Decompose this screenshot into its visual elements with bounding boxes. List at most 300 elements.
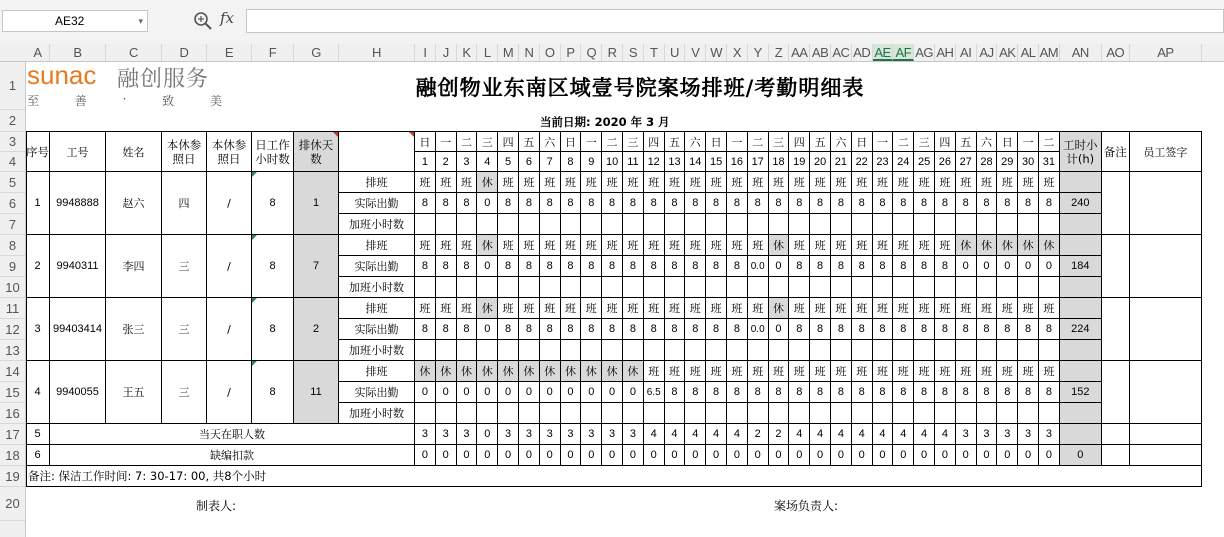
attendance-cell[interactable]: 0 <box>956 256 977 277</box>
overtime-cell[interactable] <box>748 277 769 298</box>
total-hours-blank[interactable] <box>1060 277 1102 298</box>
attendance-cell[interactable]: 8 <box>748 193 769 214</box>
column-header-ac[interactable]: AC <box>831 44 852 61</box>
attendance-cell[interactable]: 0.0 <box>748 319 769 340</box>
overtime-cell[interactable] <box>956 403 977 424</box>
row-header-11[interactable]: 11 <box>0 298 25 319</box>
schedule-cell[interactable]: 休 <box>1039 235 1060 256</box>
attendance-cell[interactable]: 8 <box>685 319 706 340</box>
column-header-al[interactable]: AL <box>1018 44 1039 61</box>
column-header-j[interactable]: J <box>436 44 457 61</box>
attendance-cell[interactable]: 0 <box>436 382 457 403</box>
attendance-cell[interactable]: 8 <box>893 319 914 340</box>
attendance-cell[interactable]: 0 <box>415 382 436 403</box>
schedule-cell[interactable]: 班 <box>789 361 810 382</box>
day-number-cell[interactable]: 27 <box>956 152 977 172</box>
attendance-cell[interactable]: 8 <box>665 319 686 340</box>
row-header-20[interactable]: 20 <box>0 487 25 521</box>
day-number-cell[interactable]: 6 <box>519 152 540 172</box>
overtime-cell[interactable] <box>623 403 644 424</box>
overtime-cell[interactable] <box>1018 214 1039 235</box>
summary-value-cell[interactable]: 3 <box>1039 424 1060 445</box>
overtime-cell[interactable] <box>519 214 540 235</box>
column-header-d[interactable]: D <box>162 44 207 61</box>
column-header-an[interactable]: AN <box>1060 44 1102 61</box>
schedule-cell[interactable]: 班 <box>810 298 831 319</box>
schedule-cell[interactable]: 班 <box>748 235 769 256</box>
attendance-cell[interactable]: 8 <box>893 256 914 277</box>
employee-id[interactable]: 9940311 <box>50 235 106 298</box>
summary-value-cell[interactable]: 0 <box>581 445 602 466</box>
schedule-cell[interactable]: 班 <box>935 235 956 256</box>
day-number-cell[interactable]: 7 <box>540 152 561 172</box>
schedule-cell[interactable]: 休 <box>477 235 498 256</box>
summary-value-cell[interactable]: 0 <box>706 445 727 466</box>
overtime-cell[interactable] <box>561 214 582 235</box>
employee-name[interactable]: 李四 <box>106 235 162 298</box>
row-header-2[interactable]: 2 <box>0 110 25 132</box>
row-type-label[interactable]: 加班小时数 <box>339 340 415 361</box>
overtime-cell[interactable] <box>977 214 998 235</box>
summary-value-cell[interactable]: 0 <box>457 445 478 466</box>
schedule-cell[interactable]: 休 <box>769 298 790 319</box>
attendance-cell[interactable]: 8 <box>914 256 935 277</box>
attendance-cell[interactable]: 8 <box>789 319 810 340</box>
schedule-cell[interactable]: 班 <box>873 172 894 193</box>
overtime-cell[interactable] <box>498 214 519 235</box>
overtime-cell[interactable] <box>914 340 935 361</box>
schedule-cell[interactable]: 班 <box>789 172 810 193</box>
comment-marker[interactable] <box>333 132 338 137</box>
summary-total-cell[interactable]: 0 <box>1060 445 1102 466</box>
header-name[interactable]: 姓名 <box>106 132 162 172</box>
column-header-aa[interactable]: AA <box>789 44 810 61</box>
overtime-cell[interactable] <box>415 340 436 361</box>
attendance-cell[interactable]: 8 <box>810 193 831 214</box>
header-rest-days[interactable]: 排休天数 <box>294 132 339 172</box>
row-type-label[interactable]: 实际出勤 <box>339 256 415 277</box>
overtime-cell[interactable] <box>1039 403 1060 424</box>
weekday-cell[interactable]: 二 <box>602 132 623 152</box>
schedule-cell[interactable]: 班 <box>519 172 540 193</box>
schedule-cell[interactable]: 班 <box>935 298 956 319</box>
attendance-cell[interactable]: 8 <box>789 382 810 403</box>
summary-value-cell[interactable]: 2 <box>769 424 790 445</box>
schedule-cell[interactable]: 班 <box>769 172 790 193</box>
header-remark[interactable]: 备注 <box>1102 132 1130 172</box>
overtime-cell[interactable] <box>935 214 956 235</box>
overtime-cell[interactable] <box>540 277 561 298</box>
day-number-cell[interactable]: 14 <box>685 152 706 172</box>
summary-value-cell[interactable]: 0 <box>415 445 436 466</box>
column-header-x[interactable]: X <box>727 44 748 61</box>
overtime-cell[interactable] <box>789 277 810 298</box>
attendance-cell[interactable]: 8 <box>977 382 998 403</box>
day-number-cell[interactable]: 1 <box>415 152 436 172</box>
attendance-cell[interactable]: 8 <box>914 319 935 340</box>
attendance-cell[interactable]: 8 <box>935 382 956 403</box>
schedule-cell[interactable]: 班 <box>1039 361 1060 382</box>
row-type-label[interactable]: 实际出勤 <box>339 382 415 403</box>
header-rest-day[interactable]: 本休参照日 <box>162 132 207 172</box>
schedule-cell[interactable]: 班 <box>415 235 436 256</box>
overtime-cell[interactable] <box>893 277 914 298</box>
row-header-6[interactable]: 6 <box>0 193 25 214</box>
summary-value-cell[interactable]: 0 <box>519 445 540 466</box>
row-type-label[interactable]: 排班 <box>339 235 415 256</box>
schedule-cell[interactable]: 班 <box>706 298 727 319</box>
attendance-cell[interactable]: 0 <box>1039 256 1060 277</box>
remark-cell[interactable] <box>1102 298 1130 361</box>
day-number-cell[interactable]: 9 <box>581 152 602 172</box>
employee-rest-day-2[interactable]: / <box>207 361 252 424</box>
schedule-cell[interactable]: 班 <box>498 172 519 193</box>
weekday-cell[interactable]: 日 <box>415 132 436 152</box>
day-number-cell[interactable]: 31 <box>1039 152 1060 172</box>
overtime-cell[interactable] <box>457 340 478 361</box>
column-header-g[interactable]: G <box>294 44 339 61</box>
schedule-cell[interactable]: 班 <box>581 235 602 256</box>
weekday-cell[interactable]: 四 <box>498 132 519 152</box>
summary-value-cell[interactable]: 3 <box>415 424 436 445</box>
column-header-b[interactable]: B <box>50 44 106 61</box>
attendance-cell[interactable]: 8 <box>956 193 977 214</box>
attendance-cell[interactable]: 0.0 <box>748 256 769 277</box>
weekday-cell[interactable]: 二 <box>893 132 914 152</box>
day-number-cell[interactable]: 4 <box>477 152 498 172</box>
row-type-label[interactable]: 加班小时数 <box>339 277 415 298</box>
overtime-cell[interactable] <box>1018 277 1039 298</box>
attendance-cell[interactable]: 0 <box>498 382 519 403</box>
schedule-cell[interactable]: 班 <box>810 361 831 382</box>
summary-value-cell[interactable]: 0 <box>914 445 935 466</box>
attendance-cell[interactable]: 8 <box>893 382 914 403</box>
schedule-cell[interactable]: 班 <box>810 172 831 193</box>
column-header-ag[interactable]: AG <box>915 45 933 60</box>
schedule-cell[interactable]: 班 <box>873 361 894 382</box>
schedule-cell[interactable]: 休 <box>457 361 478 382</box>
column-header-v[interactable]: V <box>685 44 706 61</box>
attendance-cell[interactable]: 8 <box>498 319 519 340</box>
overtime-cell[interactable] <box>852 277 873 298</box>
signature-cell[interactable] <box>1130 298 1202 361</box>
schedule-cell[interactable]: 休 <box>436 361 457 382</box>
attendance-cell[interactable]: 8 <box>727 319 748 340</box>
schedule-cell[interactable]: 休 <box>498 361 519 382</box>
weekday-cell[interactable]: 二 <box>748 132 769 152</box>
overtime-cell[interactable] <box>1039 214 1060 235</box>
day-number-cell[interactable]: 29 <box>997 152 1018 172</box>
column-header-y[interactable]: Y <box>748 44 769 61</box>
schedule-cell[interactable]: 班 <box>706 361 727 382</box>
attendance-cell[interactable]: 0 <box>477 193 498 214</box>
column-header-m[interactable]: M <box>498 44 519 61</box>
schedule-cell[interactable]: 班 <box>644 298 665 319</box>
summary-value-cell[interactable]: 4 <box>852 424 873 445</box>
overtime-cell[interactable] <box>415 214 436 235</box>
employee-rest-day-2[interactable]: / <box>207 172 252 235</box>
overtime-cell[interactable] <box>831 277 852 298</box>
overtime-cell[interactable] <box>852 403 873 424</box>
attendance-cell[interactable]: 8 <box>561 193 582 214</box>
schedule-cell[interactable]: 班 <box>1039 298 1060 319</box>
summary-value-cell[interactable]: 4 <box>789 424 810 445</box>
attendance-cell[interactable]: 8 <box>769 382 790 403</box>
overtime-cell[interactable] <box>457 403 478 424</box>
summary-value-cell[interactable]: 0 <box>1039 445 1060 466</box>
schedule-cell[interactable]: 班 <box>602 235 623 256</box>
summary-value-cell[interactable]: 0 <box>436 445 457 466</box>
overtime-cell[interactable] <box>831 340 852 361</box>
overtime-cell[interactable] <box>748 214 769 235</box>
employee-rest-day[interactable]: 四 <box>162 172 207 235</box>
overtime-cell[interactable] <box>852 340 873 361</box>
overtime-cell[interactable] <box>706 403 727 424</box>
summary-value-cell[interactable]: 3 <box>997 424 1018 445</box>
weekday-cell[interactable]: 一 <box>873 132 894 152</box>
attendance-cell[interactable]: 8 <box>789 193 810 214</box>
overtime-cell[interactable] <box>852 214 873 235</box>
attendance-cell[interactable]: 8 <box>1018 319 1039 340</box>
schedule-cell[interactable]: 班 <box>436 235 457 256</box>
overtime-cell[interactable] <box>436 340 457 361</box>
column-header-u[interactable]: U <box>665 44 686 61</box>
schedule-cell[interactable]: 班 <box>914 298 935 319</box>
summary-value-cell[interactable]: 4 <box>893 424 914 445</box>
schedule-cell[interactable]: 班 <box>644 172 665 193</box>
overtime-cell[interactable] <box>956 277 977 298</box>
attendance-cell[interactable]: 8 <box>831 256 852 277</box>
attendance-cell[interactable]: 8 <box>956 319 977 340</box>
overtime-cell[interactable] <box>665 340 686 361</box>
schedule-cell[interactable]: 班 <box>561 235 582 256</box>
remark-cell[interactable] <box>1102 235 1130 298</box>
attendance-cell[interactable]: 8 <box>789 256 810 277</box>
schedule-cell[interactable]: 班 <box>789 298 810 319</box>
attendance-cell[interactable]: 8 <box>623 319 644 340</box>
overtime-cell[interactable] <box>457 214 478 235</box>
row-type-label[interactable]: 排班 <box>339 298 415 319</box>
summary-sign-cell[interactable] <box>1130 424 1202 445</box>
overtime-cell[interactable] <box>789 340 810 361</box>
attendance-cell[interactable]: 8 <box>457 256 478 277</box>
attendance-cell[interactable]: 8 <box>623 256 644 277</box>
weekday-cell[interactable]: 六 <box>977 132 998 152</box>
schedule-cell[interactable]: 休 <box>477 298 498 319</box>
schedule-cell[interactable]: 班 <box>831 298 852 319</box>
overtime-cell[interactable] <box>685 214 706 235</box>
overtime-cell[interactable] <box>997 277 1018 298</box>
summary-value-cell[interactable]: 0 <box>831 445 852 466</box>
row-type-label[interactable]: 排班 <box>339 172 415 193</box>
schedule-cell[interactable]: 班 <box>685 298 706 319</box>
summary-value-cell[interactable]: 0 <box>665 445 686 466</box>
attendance-cell[interactable]: 8 <box>997 193 1018 214</box>
chevron-down-icon[interactable]: ▾ <box>138 16 143 26</box>
attendance-cell[interactable]: 0 <box>769 319 790 340</box>
summary-value-cell[interactable]: 4 <box>706 424 727 445</box>
employee-id[interactable]: 99403414 <box>50 298 106 361</box>
overtime-cell[interactable] <box>769 340 790 361</box>
summary-remark-cell[interactable] <box>1102 424 1130 445</box>
attendance-cell[interactable]: 8 <box>602 319 623 340</box>
schedule-cell[interactable]: 班 <box>831 361 852 382</box>
schedule-cell[interactable]: 休 <box>415 361 436 382</box>
signature-cell[interactable] <box>1130 172 1202 235</box>
overtime-cell[interactable] <box>644 277 665 298</box>
attendance-cell[interactable]: 8 <box>831 193 852 214</box>
attendance-cell[interactable]: 8 <box>665 382 686 403</box>
summary-value-cell[interactable]: 4 <box>831 424 852 445</box>
schedule-cell[interactable]: 班 <box>561 298 582 319</box>
summary-value-cell[interactable]: 0 <box>935 445 956 466</box>
summary-value-cell[interactable]: 4 <box>935 424 956 445</box>
overtime-cell[interactable] <box>665 403 686 424</box>
day-number-cell[interactable]: 24 <box>893 152 914 172</box>
attendance-cell[interactable]: 8 <box>519 256 540 277</box>
overtime-cell[interactable] <box>477 340 498 361</box>
summary-value-cell[interactable]: 0 <box>893 445 914 466</box>
overtime-cell[interactable] <box>977 277 998 298</box>
day-number-cell[interactable]: 30 <box>1018 152 1039 172</box>
overtime-cell[interactable] <box>477 214 498 235</box>
employee-rest-day-2[interactable]: / <box>207 298 252 361</box>
attendance-cell[interactable]: 8 <box>685 382 706 403</box>
overtime-cell[interactable] <box>685 403 706 424</box>
schedule-cell[interactable]: 班 <box>893 235 914 256</box>
total-hours-blank[interactable] <box>1060 361 1102 382</box>
attendance-cell[interactable]: 8 <box>519 319 540 340</box>
overtime-cell[interactable] <box>727 340 748 361</box>
overtime-cell[interactable] <box>893 340 914 361</box>
total-hours-blank[interactable] <box>1060 172 1102 193</box>
schedule-cell[interactable]: 休 <box>602 361 623 382</box>
attendance-cell[interactable]: 0 <box>602 382 623 403</box>
total-hours-cell[interactable]: 152 <box>1060 382 1102 403</box>
overtime-cell[interactable] <box>789 214 810 235</box>
overtime-cell[interactable] <box>956 340 977 361</box>
attendance-cell[interactable]: 0 <box>1018 256 1039 277</box>
schedule-cell[interactable]: 班 <box>977 172 998 193</box>
weekday-cell[interactable]: 三 <box>477 132 498 152</box>
overtime-cell[interactable] <box>997 340 1018 361</box>
schedule-cell[interactable]: 班 <box>602 298 623 319</box>
day-number-cell[interactable]: 2 <box>436 152 457 172</box>
schedule-cell[interactable]: 班 <box>665 361 686 382</box>
summary-value-cell[interactable]: 0 <box>977 445 998 466</box>
overtime-cell[interactable] <box>893 403 914 424</box>
attendance-cell[interactable]: 8 <box>561 256 582 277</box>
attendance-cell[interactable]: 8 <box>1039 382 1060 403</box>
summary-value-cell[interactable]: 4 <box>914 424 935 445</box>
employee-daily-hours[interactable]: 8 <box>252 361 294 424</box>
summary-value-cell[interactable]: 4 <box>665 424 686 445</box>
column-header-af[interactable]: AF <box>893 44 914 61</box>
overtime-cell[interactable] <box>997 403 1018 424</box>
schedule-cell[interactable]: 班 <box>540 235 561 256</box>
overtime-cell[interactable] <box>415 277 436 298</box>
attendance-cell[interactable]: 8 <box>977 193 998 214</box>
overtime-cell[interactable] <box>581 340 602 361</box>
attendance-cell[interactable]: 8 <box>581 319 602 340</box>
overtime-cell[interactable] <box>789 403 810 424</box>
column-header-ak[interactable]: AK <box>997 44 1018 61</box>
overtime-cell[interactable] <box>540 340 561 361</box>
weekday-cell[interactable]: 日 <box>997 132 1018 152</box>
schedule-cell[interactable]: 休 <box>540 361 561 382</box>
attendance-cell[interactable]: 8 <box>685 256 706 277</box>
comment-marker[interactable] <box>409 132 414 137</box>
attendance-cell[interactable]: 8 <box>977 319 998 340</box>
schedule-cell[interactable]: 班 <box>602 172 623 193</box>
schedule-cell[interactable]: 班 <box>415 298 436 319</box>
column-header-r[interactable]: R <box>602 44 623 61</box>
schedule-cell[interactable]: 班 <box>727 298 748 319</box>
overtime-cell[interactable] <box>935 403 956 424</box>
schedule-cell[interactable]: 休 <box>581 361 602 382</box>
summary-value-cell[interactable]: 0 <box>789 445 810 466</box>
summary-value-cell[interactable]: 0 <box>810 445 831 466</box>
attendance-cell[interactable]: 0 <box>519 382 540 403</box>
attendance-cell[interactable]: 0 <box>477 256 498 277</box>
overtime-cell[interactable] <box>956 214 977 235</box>
summary-value-cell[interactable]: 0 <box>498 445 519 466</box>
summary-value-cell[interactable]: 0 <box>561 445 582 466</box>
schedule-cell[interactable]: 班 <box>561 172 582 193</box>
summary-value-cell[interactable]: 0 <box>623 445 644 466</box>
column-header-l[interactable]: L <box>477 44 498 61</box>
overtime-cell[interactable] <box>415 403 436 424</box>
employee-seq[interactable]: 2 <box>26 235 50 298</box>
weekday-cell[interactable]: 六 <box>685 132 706 152</box>
summary-value-cell[interactable]: 3 <box>1018 424 1039 445</box>
overtime-cell[interactable] <box>665 214 686 235</box>
attendance-cell[interactable]: 8 <box>602 193 623 214</box>
summary-value-cell[interactable]: 3 <box>498 424 519 445</box>
employee-daily-hours[interactable]: 8 <box>252 172 294 235</box>
row-header-16[interactable]: 16 <box>0 403 25 424</box>
overtime-cell[interactable] <box>914 403 935 424</box>
weekday-cell[interactable]: 一 <box>1018 132 1039 152</box>
schedule-cell[interactable]: 班 <box>457 235 478 256</box>
overtime-cell[interactable] <box>706 214 727 235</box>
day-number-cell[interactable]: 12 <box>644 152 665 172</box>
day-number-cell[interactable]: 11 <box>623 152 644 172</box>
attendance-cell[interactable]: 8 <box>893 193 914 214</box>
summary-value-cell[interactable]: 0 <box>997 445 1018 466</box>
attendance-cell[interactable]: 6.5 <box>644 382 665 403</box>
schedule-cell[interactable]: 班 <box>727 361 748 382</box>
overtime-cell[interactable] <box>436 214 457 235</box>
schedule-cell[interactable]: 班 <box>706 235 727 256</box>
schedule-cell[interactable]: 班 <box>1018 298 1039 319</box>
column-header-q[interactable]: Q <box>581 44 602 61</box>
attendance-cell[interactable]: 8 <box>810 256 831 277</box>
row-type-label[interactable]: 排班 <box>339 361 415 382</box>
column-header-ai[interactable]: AI <box>956 44 977 61</box>
summary-value-cell[interactable]: 4 <box>873 424 894 445</box>
schedule-cell[interactable]: 班 <box>852 361 873 382</box>
overtime-cell[interactable] <box>602 403 623 424</box>
overtime-cell[interactable] <box>769 277 790 298</box>
weekday-cell[interactable]: 一 <box>436 132 457 152</box>
schedule-cell[interactable]: 班 <box>644 235 665 256</box>
schedule-cell[interactable]: 班 <box>519 298 540 319</box>
summary-total-cell[interactable] <box>1060 424 1102 445</box>
remark-cell[interactable] <box>1102 361 1130 424</box>
attendance-cell[interactable]: 8 <box>852 319 873 340</box>
overtime-cell[interactable] <box>457 277 478 298</box>
